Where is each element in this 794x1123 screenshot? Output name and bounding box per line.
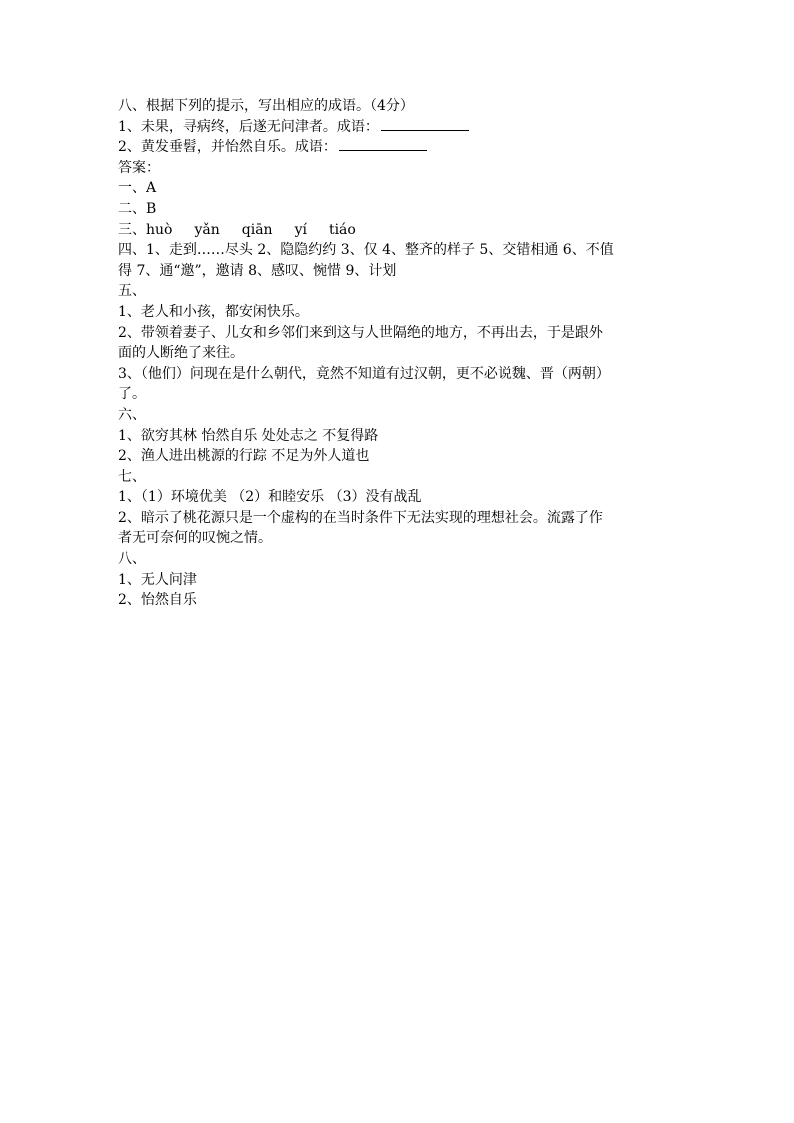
answer-section-8-heading: 八、 — [118, 551, 146, 568]
pinyin-1: huò — [146, 221, 173, 238]
pinyin-4: yí — [294, 221, 307, 238]
answer-section-6-heading: 六、 — [118, 406, 146, 423]
answer-blank-2 — [339, 138, 427, 151]
answer-8-2: 2、怡然自乐 — [118, 592, 197, 609]
question-1-text: 1、未果，寻病终，后遂无问津者。成语： — [118, 118, 379, 135]
answer-section-2: 二、B — [118, 200, 157, 217]
answer-section-7-heading: 七、 — [118, 468, 146, 485]
answer-5-3-line-2: 了。 — [118, 386, 146, 403]
question-1 — [118, 117, 678, 138]
answer-blank-1 — [381, 118, 469, 131]
pinyin-2: yǎn — [194, 221, 220, 238]
pinyin-3: qiān — [241, 221, 273, 238]
answer-6-1: 1、欲穷其林 怡然自乐 处处志之 不复得路 — [118, 427, 379, 444]
answer-5-2-line-2: 面的人断绝了来往。 — [118, 345, 244, 362]
answer-5-1: 1、老人和小孩，都安闲快乐。 — [118, 303, 309, 320]
answer-section-5-heading: 五、 — [118, 283, 146, 300]
question-2 — [118, 137, 678, 158]
answer-5-3-line-1: 3、（他们）问现在是什么朝代，竟然不知道有过汉朝，更不必说魏、晋（两朝） — [118, 365, 610, 382]
question-2-text: 2、黄发垂髫，并怡然自乐。成语： — [118, 139, 337, 156]
answer-section-4-line-2: 得 7、通“邀”，邀请 8、感叹、惋惜 9、计划 — [118, 262, 397, 279]
answer-7-2-line-2: 者无可奈何的叹惋之情。 — [118, 530, 272, 547]
answer-section-4-line-1: 四、1、走到……尽头 2、隐隐约约 3、仅 4、整齐的样子 5、交错相通 6、不值 — [118, 242, 614, 259]
answer-section-3 — [118, 220, 678, 241]
document-body — [118, 96, 678, 611]
answer-section-3-prefix: 三、 — [118, 221, 146, 238]
section8-title: 八、根据下列的提示，写出相应的成语。（4分） — [118, 98, 414, 114]
answer-8-1: 1、无人问津 — [118, 571, 197, 588]
answer-7-1: 1、（1）环境优美 （2）和睦安乐 （3）没有战乱 — [118, 489, 422, 506]
pinyin-5: tiáo — [328, 221, 356, 238]
answer-7-2-line-1: 2、暗示了桃花源只是一个虚构的在当时条件下无法实现的理想社会。流露了作 — [118, 509, 603, 526]
answer-6-2: 2、渔人进出桃源的行踪 不足为外人道也 — [118, 448, 370, 465]
answer-section-1: 一、A — [118, 180, 157, 197]
answers-heading: 答案： — [118, 159, 160, 176]
answer-5-2-line-1: 2、带领着妻子、儿女和乡邻们来到这与人世隔绝的地方，不再出去，于是跟外 — [118, 324, 603, 341]
